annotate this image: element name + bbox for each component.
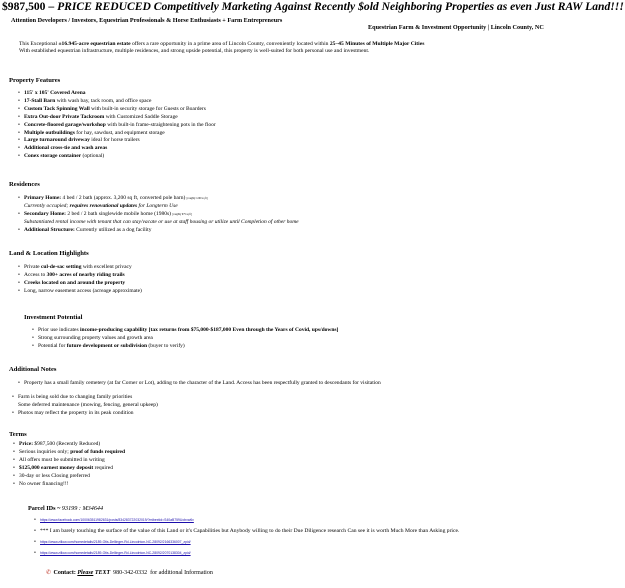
list-item-note: Currently occupied; requires renovational updates for Longterm Use [24,202,178,209]
headline [2,0,624,13]
list-item: • Extra Out-door Private Tackroom with Customized Saddle Storage [18,114,216,122]
intro-line-2: With established equestrian infrastructure, multiple residences, and strong upside potential, this property is well-suited for both personal use and investment. [19,48,370,54]
list-item: Some deferred maintenance (mowing, fencing, general upkeep) [18,401,158,408]
list-item: • 30-day or less Closing preferred [13,473,125,481]
notes-list-2 [12,394,158,418]
list-item: • Primary Home: 4 bed / 2 bath (approx. 3,200 sq ft, converted pole barn) [roughly 1200 sq ft] [18,195,299,203]
list-item-note: Substantiated rental income with tenant that can stay/vacate or use at staff housing or utilize until Completion of other home [24,218,299,225]
contact-line: ✆ Contact: Please TEXT 980-342-0332 for additional Information [46,570,213,576]
facebook-link[interactable]: https://www.facebook.com/100063511982631/posts/834283722032019/?mibextid=S40aB759Uobxw6v [40,518,194,522]
links-list [34,517,459,561]
headline-text: PRICE REDUCED Competitively Marketing Against Recently $old Neighboring Properties as even Just RAW Land!!! [57,0,624,13]
list-item: • Price: $987,500 (Recently Reduced) [13,441,125,449]
notes-heading: Additional Notes [9,366,57,373]
list-item: • Creeks located on and around the property [18,280,142,288]
list-item: • Potential for future development or subdivision (buyer to verify) [32,343,338,351]
terms-heading: Terms [9,431,27,438]
parcel-ids: Parcel IDs ~ 93199 : M34644 [28,505,104,512]
intro-line-1: This Exceptional ±16.945-acre equestrian estate offers a rare opportunity in a prime area of Lincoln County, conveniently located within 25–45 Minutes of Multiple Major Cities [19,41,425,47]
farm-title: Equestrian Farm & Investment Opportunity | Lincoln County, NC [368,24,544,31]
phone-icon: ✆ [46,570,52,576]
list-item [34,539,459,546]
list-item: • Additional cross-tie and wash areas [18,145,216,153]
zillow-link-2[interactable]: https://www.zillow.com/homedetails/2189-Otis-Dellinger-Rd-Lincolnton-NC-28092/2070138304_zpid/ [40,551,191,555]
list-item: • Long, narrow easement access (acreage approximate) [18,288,142,296]
list-item: • Additional Structure: Currently utilized as a dog facility [18,227,299,235]
zillow-link-1[interactable]: https://www.zillow.com/homedetails/2189-Otis-Dellinger-Rd-Lincolnton-NC-28092/2166336007_zpid/ [40,540,191,544]
list-item: • Prior use indicates income-producing capability [tax returns from $75,000-$187,000 Even through the Years of Covid, ups/downs] [32,327,338,335]
investment-heading: Investment Potential [24,314,83,321]
list-item: • Custom Tack Spinning Wall with built-in security storage for Guests or Boarders [18,106,216,114]
property-features-heading: Property Features [9,77,61,84]
list-item: • Strong surrounding property values and growth area [32,335,338,343]
list-item: • Private cul-de-sac setting with excellent privacy [18,264,142,272]
intro-paragraph [19,41,619,55]
list-item: • 17-Stall Barn with wash bay, tack room, and office space [18,98,216,106]
list-item: • Property has a small family cemetery (at far Corner or Lot), adding to the character of the Land. Access has been respectfully granted to descendants for visitation [18,380,381,388]
list-item: • 115' x 105' Covered Arena [18,90,216,98]
list-item: • Access to 300+ acres of nearby riding trails [18,272,142,280]
list-item: • Secondary Home: 2 bed / 2 bath singlewide mobile home (1980s) [roughly 975 sq ft] [18,211,299,219]
terms-list [13,441,125,488]
land-heading: Land & Location Highlights [9,250,89,257]
list-item: • Farm is being sold due to changing family priorities [12,394,158,402]
residences-heading: Residences [9,181,40,188]
list-item: • Photos may reflect the property in its peak condition [12,410,158,418]
list-item: • Multiple outbuildings for hay, sawdust, and equipment storage [18,130,216,138]
list-item: • Serious inquiries only; proof of funds required [13,449,125,457]
investment-list [32,327,338,351]
list-item: • All offers must be submitted in writing [13,457,125,465]
list-item: • Concrete-floored garage/workshop with built-in frame-straightening pots in the floor [18,122,216,130]
residences-list [18,195,299,235]
notes-list-1 [18,380,381,388]
property-features-list [18,90,216,161]
list-item: • Conex storage container (optional) [18,153,216,161]
tagline: Attention Developers / Investors, Equestrian Professionals & Horse Enthusiasts + Farm Entrepreneurs [11,17,283,24]
list-item: • Large turnaround driveway ideal for horse trailers [18,137,216,145]
land-list [18,264,142,296]
list-item [34,546,459,561]
list-item [34,517,459,524]
list-item: • $125,000 earnest money deposit required [13,465,125,473]
headline-price: $987,500 – [2,0,55,13]
phone-number[interactable]: 980-342-0332 [113,570,148,576]
list-item: • No owner financing!!! [13,481,125,489]
list-item: • *** I am barely touching the surface of the value of this Land or it's Capabilities but Anybody willing to do their Due Diligence research Can see it is worth Much More than Asking price. [34,524,459,539]
